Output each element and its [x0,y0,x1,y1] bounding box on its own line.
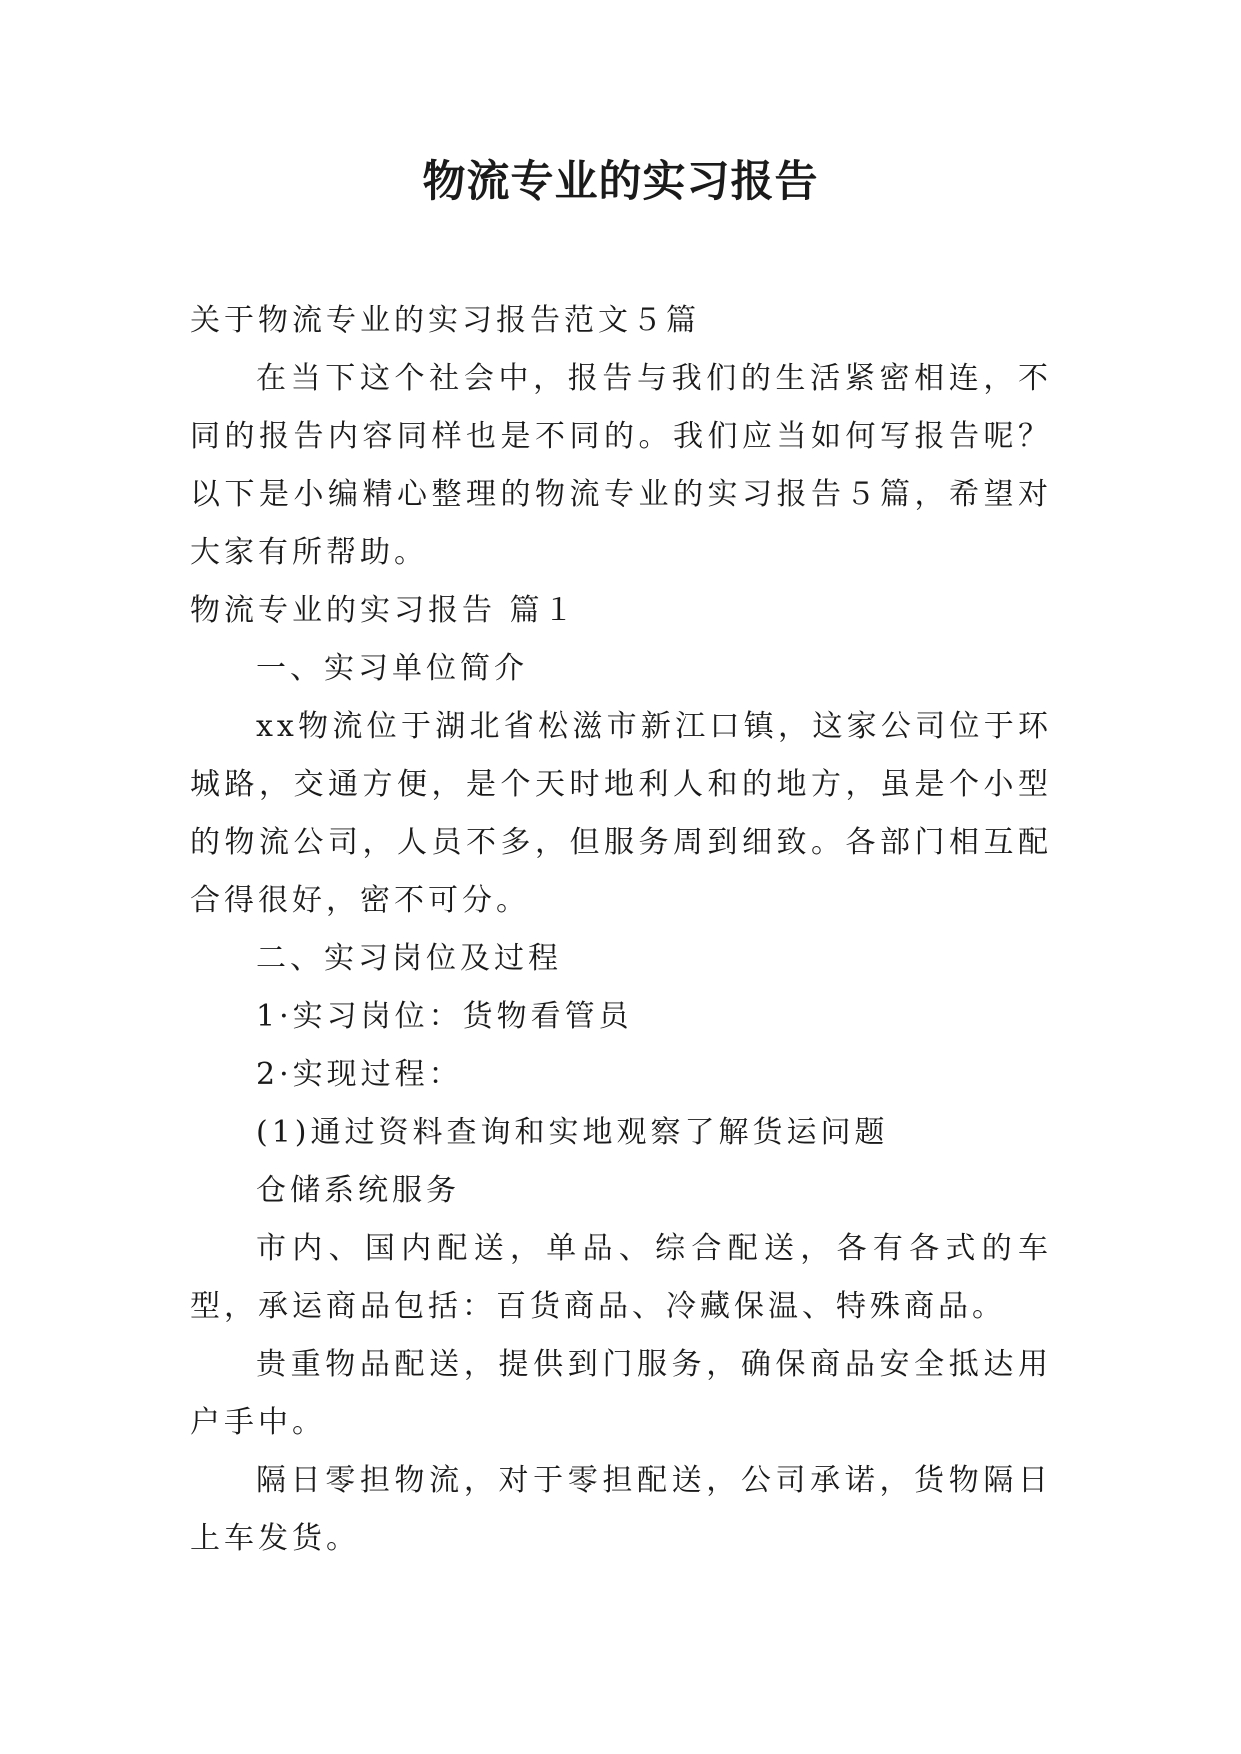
next-day-paragraph: 隔日零担物流，对于零担配送，公司承诺，货物隔日上车发货。 [190,1463,1052,1556]
list-item-process: 2·实现过程： [256,1057,463,1092]
subheading-company-intro: 一、实习单位简介 [256,651,528,686]
document-title: 物流专业的实习报告 [422,157,819,207]
list-item-research: (1)通过资料查询和实地观察了解货运问题 [256,1115,889,1150]
document-body [190,292,1052,1568]
intro-paragraph: 在当下这个社会中，报告与我们的生活紧密相连，不同的报告内容同样也是不同的。我们应当如何写报告呢？以下是小编精心整理的物流专业的实习报告５篇，希望对大家有所帮助。 [190,361,1052,570]
delivery-paragraph: 市内、国内配送，单品、综合配送，各有各式的车型，承运商品包括：百货商品、冷藏保温、特殊商品。 [190,1231,1052,1324]
section-heading: 物流专业的实习报告 篇１ [190,593,578,628]
storage-service-line: 仓储系统服务 [256,1173,460,1208]
list-item-position: 1·实习岗位：货物看管员 [256,999,633,1034]
subtitle-line: 关于物流专业的实习报告范文５篇 [190,303,700,338]
company-intro-paragraph: xx物流位于湖北省松滋市新江口镇，这家公司位于环城路，交通方便，是个天时地利人和的地方，虽是个小型的物流公司，人员不多，但服务周到细致。各部门相互配合得很好，密不可分。 [190,709,1052,918]
subheading-internship-process: 二、实习岗位及过程 [256,941,562,976]
valuables-paragraph: 贵重物品配送，提供到门服务，确保商品安全抵达用户手中。 [190,1347,1052,1440]
